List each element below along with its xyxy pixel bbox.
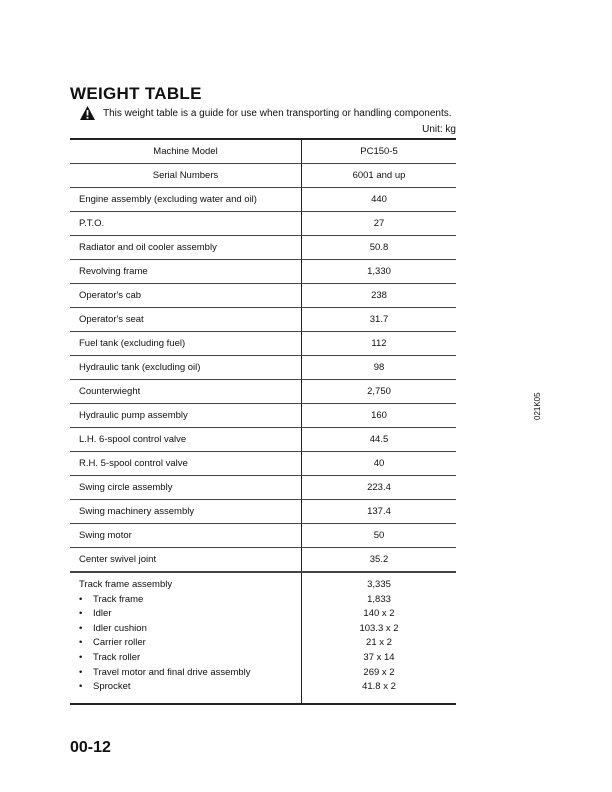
sub-component xyxy=(79,666,301,681)
header-row-model xyxy=(70,140,456,164)
sub-component xyxy=(79,651,301,666)
component-weight: 27 xyxy=(373,218,385,229)
table-row xyxy=(70,308,456,332)
table-row xyxy=(70,356,456,380)
table-row xyxy=(70,260,456,284)
sub-component xyxy=(79,636,301,651)
component-name: P.T.O. xyxy=(70,212,302,235)
sub-component-weight: 103.3 x 2 xyxy=(359,622,399,634)
component-weight: 1,330 xyxy=(367,266,391,277)
component-weight: 3,335 xyxy=(367,579,391,590)
component-weight: 44.5 xyxy=(369,434,389,445)
figure-code: 021K05 xyxy=(533,392,542,420)
page-title: WEIGHT TABLE xyxy=(70,84,202,103)
component-weight: 112 xyxy=(371,338,387,349)
weight-table xyxy=(70,138,456,705)
sub-component-name: Idler cushion xyxy=(93,622,147,634)
sub-component-weight: 1,833 xyxy=(367,593,391,605)
sub-component-name: Idler xyxy=(93,608,112,620)
table-row xyxy=(70,476,456,500)
component-weight: 160 xyxy=(371,410,387,421)
sub-component xyxy=(79,593,301,608)
component-name: Center swivel joint xyxy=(70,548,302,571)
component-weight: 137.4 xyxy=(367,506,391,517)
component-name: Engine assembly (excluding water and oil) xyxy=(70,188,302,211)
sub-component-weight: 140 x 2 xyxy=(363,608,395,620)
sub-component-name: Travel motor and final drive assembly xyxy=(93,666,251,678)
header-value: PC150-5 xyxy=(360,146,398,157)
sub-component-name: Carrier roller xyxy=(93,637,146,649)
sub-component-weight: 21 x 2 xyxy=(366,637,392,649)
component-weight: 40 xyxy=(373,458,385,469)
component-name: Revolving frame xyxy=(70,260,302,283)
bullet: • xyxy=(79,622,83,634)
header-label: Machine Model xyxy=(70,140,302,163)
bullet: • xyxy=(79,593,83,605)
sub-component-name: Sprocket xyxy=(93,681,131,693)
warning-icon xyxy=(80,106,95,120)
component-name: Track frame assembly xyxy=(79,579,173,590)
bullet: • xyxy=(79,637,83,649)
bullet: • xyxy=(79,681,83,693)
table-row xyxy=(70,188,456,212)
warning-note xyxy=(80,106,452,120)
bullet: • xyxy=(79,651,83,663)
table-row xyxy=(70,332,456,356)
table-row xyxy=(70,500,456,524)
unit-label: Unit: kg xyxy=(422,124,456,135)
table-row xyxy=(70,548,456,572)
component-name: Radiator and oil cooler assembly xyxy=(70,236,302,259)
component-name: Counterwieght xyxy=(70,380,302,403)
component-name: L.H. 6-spool control valve xyxy=(70,428,302,451)
sub-component-weight: 269 x 2 xyxy=(363,666,395,678)
component-name: Operator's cab xyxy=(70,284,302,307)
page-number: 00-12 xyxy=(70,739,111,756)
component-name: Swing circle assembly xyxy=(70,476,302,499)
component-weight: 50 xyxy=(373,530,385,541)
table-row xyxy=(70,212,456,236)
component-weight: 31.7 xyxy=(369,314,389,325)
table-row xyxy=(70,404,456,428)
sub-component-name: Track frame xyxy=(93,593,144,605)
bullet: • xyxy=(79,666,83,678)
header-label: Serial Numbers xyxy=(70,164,302,187)
component-weight: 35.2 xyxy=(369,554,389,565)
component-name: Operator's seat xyxy=(70,308,302,331)
header-value: 6001 and up xyxy=(352,170,406,181)
component-name: Swing machinery assembly xyxy=(70,500,302,523)
table-row xyxy=(70,524,456,548)
sub-component-weight: 41.8 x 2 xyxy=(362,681,396,693)
component-weight: 50.8 xyxy=(369,242,389,253)
warning-text: This weight table is a guide for use when transporting or handling components. xyxy=(103,107,452,119)
bullet: • xyxy=(79,608,83,620)
table-row xyxy=(70,380,456,404)
component-name: Hydraulic tank (excluding oil) xyxy=(70,356,302,379)
table-row xyxy=(70,236,456,260)
component-weight: 2,750 xyxy=(367,386,391,397)
table-row xyxy=(70,428,456,452)
component-weight: 98 xyxy=(373,362,385,373)
component-name: R.H. 5-spool control valve xyxy=(70,452,302,475)
sub-component xyxy=(79,622,301,637)
table-row xyxy=(70,284,456,308)
sub-component-name: Track roller xyxy=(93,651,141,663)
component-name: Fuel tank (excluding fuel) xyxy=(70,332,302,355)
component-name: Swing motor xyxy=(70,524,302,547)
sub-component xyxy=(79,607,301,622)
component-weight: 440 xyxy=(371,194,387,205)
header-row-serial xyxy=(70,164,456,188)
table-row xyxy=(70,452,456,476)
component-name: Hydraulic pump assembly xyxy=(70,404,302,427)
track-frame-block xyxy=(70,573,456,703)
component-weight: 223.4 xyxy=(367,482,391,493)
component-weight: 238 xyxy=(371,290,387,301)
sub-component xyxy=(79,680,301,695)
sub-component-weight: 37 x 14 xyxy=(363,651,395,663)
